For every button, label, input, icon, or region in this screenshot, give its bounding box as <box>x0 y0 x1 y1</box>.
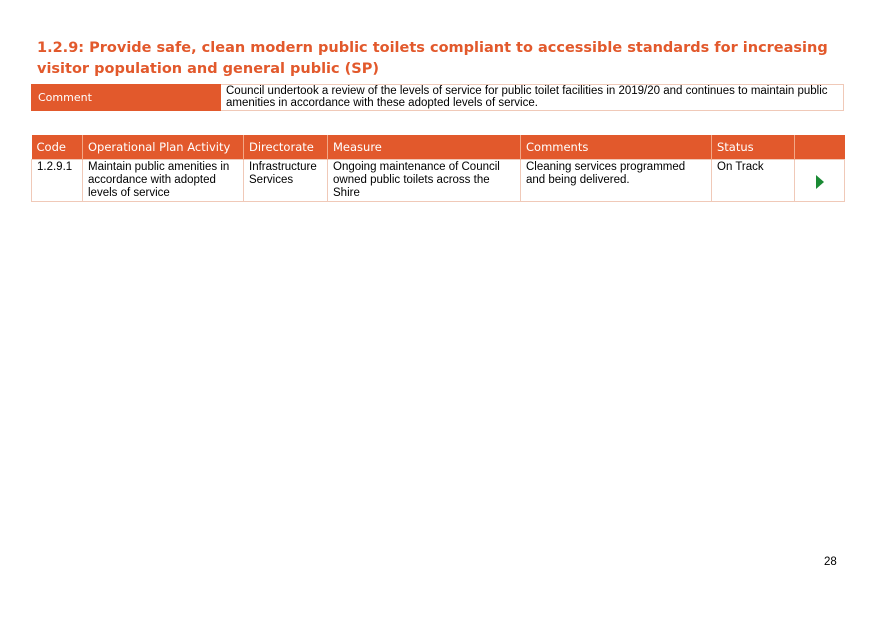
page-number: 28 <box>824 556 837 568</box>
header-status: Status <box>712 135 795 160</box>
table-header-row <box>32 135 845 160</box>
cell-code: 1.2.9.1 <box>32 160 83 202</box>
header-directorate: Directorate <box>244 135 328 160</box>
comment-table <box>31 84 844 111</box>
header-code: Code <box>32 135 83 160</box>
comment-row <box>32 85 844 111</box>
comment-text: Council undertook a review of the levels of service for public toilet facilities in 2019/20 and continues to maintain public amenities in accordance with these adopted levels of service. <box>221 85 844 111</box>
play-icon <box>816 175 824 189</box>
cell-measure: Ongoing maintenance of Council owned public toilets across the Shire <box>328 160 521 202</box>
operational-plan-table <box>31 135 845 202</box>
cell-directorate: Infrastructure Services <box>244 160 328 202</box>
cell-comments: Cleaning services programmed and being delivered. <box>521 160 712 202</box>
header-activity: Operational Plan Activity <box>83 135 244 160</box>
table-row <box>32 160 845 202</box>
comment-label: Comment <box>32 85 221 111</box>
cell-status-icon <box>795 160 845 202</box>
header-measure: Measure <box>328 135 521 160</box>
cell-activity: Maintain public amenities in accordance with adopted levels of service <box>83 160 244 202</box>
section-heading: 1.2.9: Provide safe, clean modern public toilets compliant to accessible standards for increasing visitor population and general public (SP) <box>37 40 828 77</box>
header-comments: Comments <box>521 135 712 160</box>
cell-status: On Track <box>712 160 795 202</box>
header-icon <box>795 135 845 160</box>
